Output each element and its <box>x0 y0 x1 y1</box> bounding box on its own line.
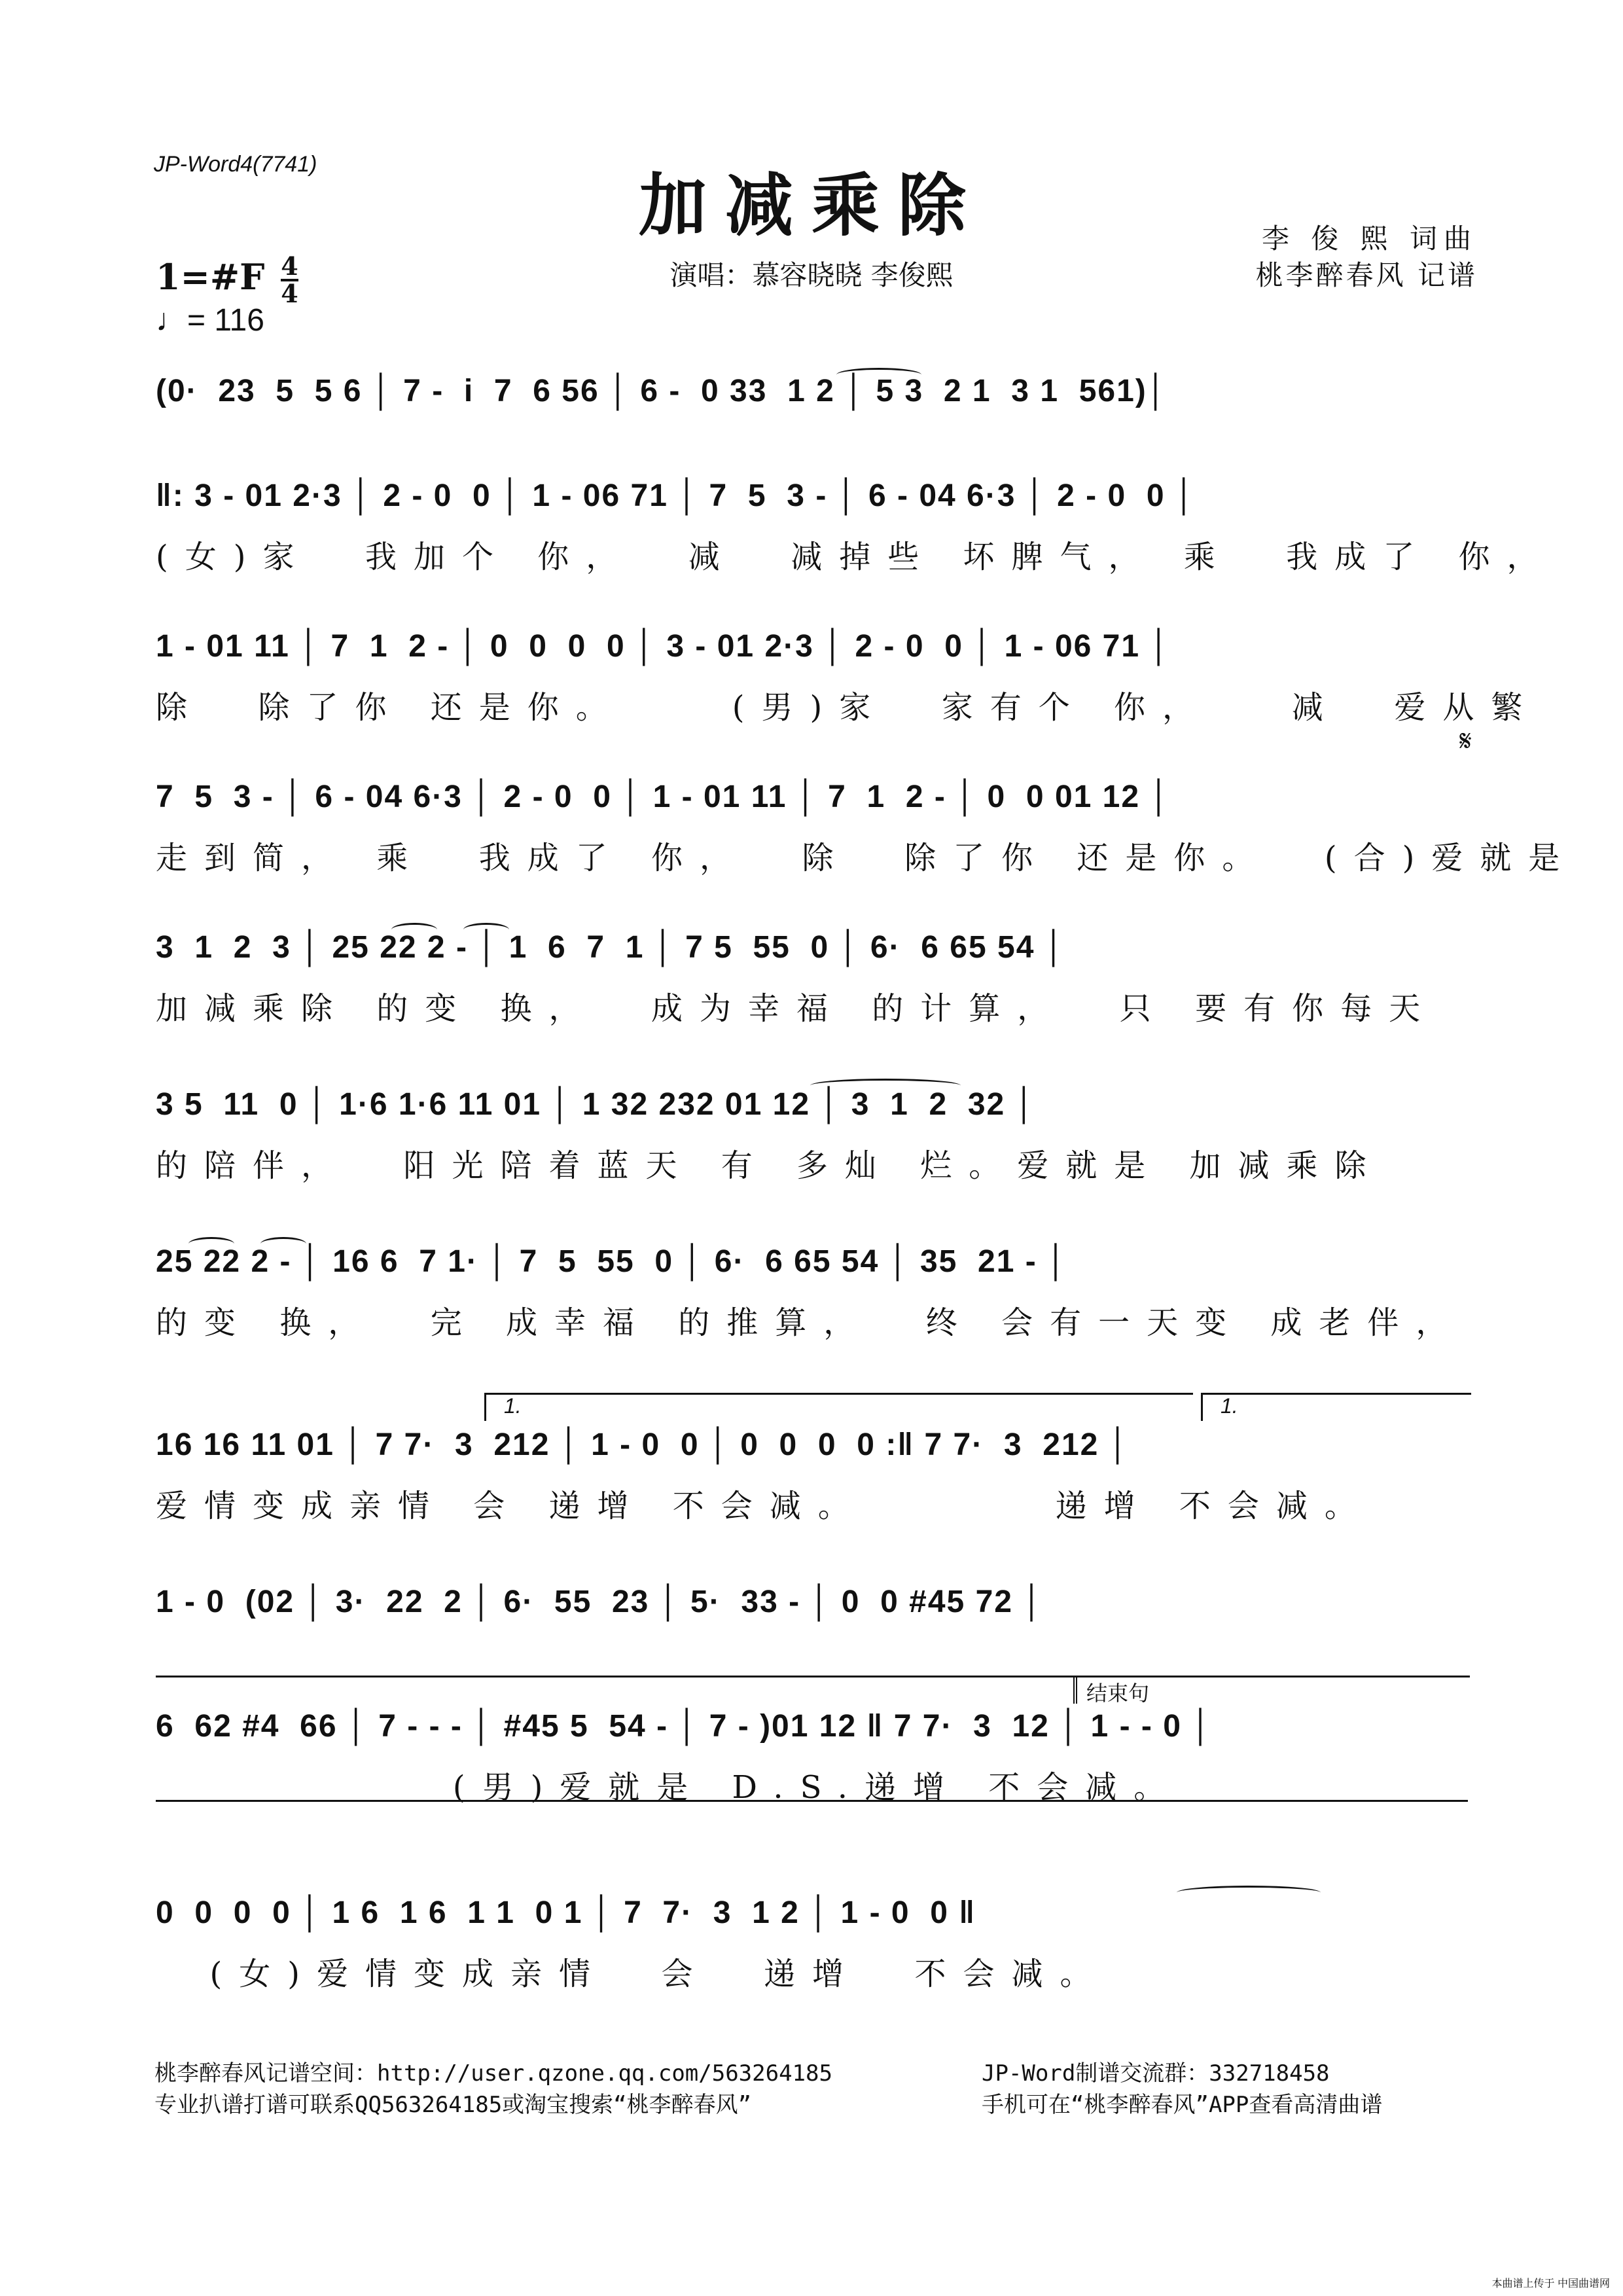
lyrics-row-11: (女)爱情变成亲情 会 递增 不会减。 <box>156 1956 1109 1992</box>
volta-bracket-2 <box>1201 1393 1471 1421</box>
slur <box>810 1079 961 1092</box>
tie <box>391 923 437 937</box>
uploader-credit: 本曲谱上传于 中国曲谱网 <box>1491 2278 1610 2289</box>
credit-transcriber: 桃李醉春风 记谱 <box>1255 259 1478 291</box>
notes-row-2: ‖: 3 - 01 2·3 │ 2 - 0 0 │ 1 - 06 71 │ 7 5 3 - │ 6 - 04 6·3 │ 2 - 0 0 │ <box>156 478 1196 513</box>
footer-app: 手机可在“桃李醉春风”APP查看高清曲谱 <box>982 2092 1383 2118</box>
tie <box>836 368 921 382</box>
footer-contact: 专业扒谱打谱可联系QQ563264185或淘宝搜索“桃李醉春风” <box>154 2092 752 2118</box>
volta-label-2: 1. <box>1221 1394 1238 1418</box>
lyrics-row-2: (女)家 我加个 你， 减 减掉些 坏脾气， 乘 我成了 你， <box>156 539 1556 575</box>
footer-qzone: 桃李醉春风记谱空间：http://user.qzone.qq.com/563264185 <box>154 2060 832 2087</box>
tie <box>188 1237 234 1251</box>
staff-rule <box>156 1800 1468 1802</box>
volta-bracket-1 <box>484 1393 1193 1421</box>
lyrics-row-8: 爱情变成亲情 会 递增 不会减。 递增 不会减。 <box>156 1488 1373 1524</box>
lyrics-row-6: 的陪伴， 阳光陪着蓝天 有 多灿 烂。爱就是 加减乘除 <box>156 1147 1383 1184</box>
tempo-marking: ♩= 116 <box>156 303 264 338</box>
credit-lyrics-music: 李 俊 熙 词曲 <box>1261 223 1478 255</box>
notes-row-8: 16 16 11 01 │ 7 7· 3 212 │ 1 - 0 0 │ 0 0 0 0 :‖ 7 7· 3 212 │ <box>156 1427 1130 1462</box>
software-version: JP-Word4(7741) <box>154 152 317 177</box>
tie <box>463 923 509 937</box>
time-bottom: 4 <box>281 279 298 308</box>
song-title: 加减乘除 <box>638 165 984 245</box>
notes-row-10: 6 62 #4 66 │ 7 - - - │ #45 5 54 - │ 7 - )01 12 ‖ 7 7· 3 12 │ 1 - - 0 │ <box>156 1709 1213 1744</box>
time-top: 4 <box>281 251 298 281</box>
lyrics-row-4: 走到简， 乘 我成了 你， 除 除了你 还是你。 (合)爱就是 <box>156 840 1577 876</box>
coda-label: 结束句 <box>1086 1681 1150 1706</box>
key-signature <box>156 251 298 308</box>
notes-row-3: 1 - 01 11 │ 7 1 2 - │ 0 0 0 0 │ 3 - 01 2·3 │ 2 - 0 0 │ 1 - 06 71 │ <box>156 629 1171 664</box>
volta-label-1: 1. <box>504 1394 522 1418</box>
footer-group: JP-Word制谱交流群：332718458 <box>982 2060 1330 2087</box>
lyrics-row-10: (男)爱就是 D.S.递增 不会减。 <box>156 1769 1183 1806</box>
segno-icon: 𝄋 <box>1459 725 1472 757</box>
singers: 演唱：慕容晓晓 李俊熙 <box>669 259 954 291</box>
notes-row-7: 25 22 2 - │ 16 6 7 1· │ 7 5 55 0 │ 6· 6 65 54 │ 35 21 - │ <box>156 1244 1069 1279</box>
notes-row-6: 3 5 11 0 │ 1·6 1·6 11 01 │ 1 32 232 01 12 │ 3 1 2 32 │ <box>156 1087 1037 1122</box>
time-signature <box>281 251 298 308</box>
lyrics-row-7: 的变 换， 完 成幸福 的推算， 终 会有一天变 成老伴， <box>156 1304 1465 1341</box>
lyrics-row-3: 除 除了你 还是你。 (男)家 家有个 你， 减 爱从繁 <box>156 689 1540 726</box>
notes-row-5: 3 1 2 3 │ 25 22 2 - │ 1 6 7 1 │ 7 5 55 0 │ 6· 6 65 54 │ <box>156 930 1066 965</box>
slur <box>1177 1886 1321 1899</box>
key-label: 1=#F <box>156 256 265 298</box>
notes-row-1: (0· 23 5 5 6 │ 7 - i 7 6 56 │ 6 - 0 33 1 2 │ 5 3 2 1 3 1 561)│ <box>156 374 1168 408</box>
notes-row-11: 0 0 0 0 │ 1 6 1 6 1 1 0 1 │ 7 7· 3 1 2 │ 1 - 0 0 ‖ <box>156 1895 976 1930</box>
notes-row-9: 1 - 0 (02 │ 3· 22 2 │ 6· 55 23 │ 5· 33 - │ 0 0 #45 72 │ <box>156 1585 1044 1619</box>
tie <box>260 1237 306 1251</box>
lyrics-row-5: 加减乘除 的变 换， 成为幸福 的计算， 只 要有你每天 <box>156 990 1438 1027</box>
notes-row-4: 7 5 3 - │ 6 - 04 6·3 │ 2 - 0 0 │ 1 - 01 11 │ 7 1 2 - │ 0 0 01 12 │ <box>156 780 1171 814</box>
